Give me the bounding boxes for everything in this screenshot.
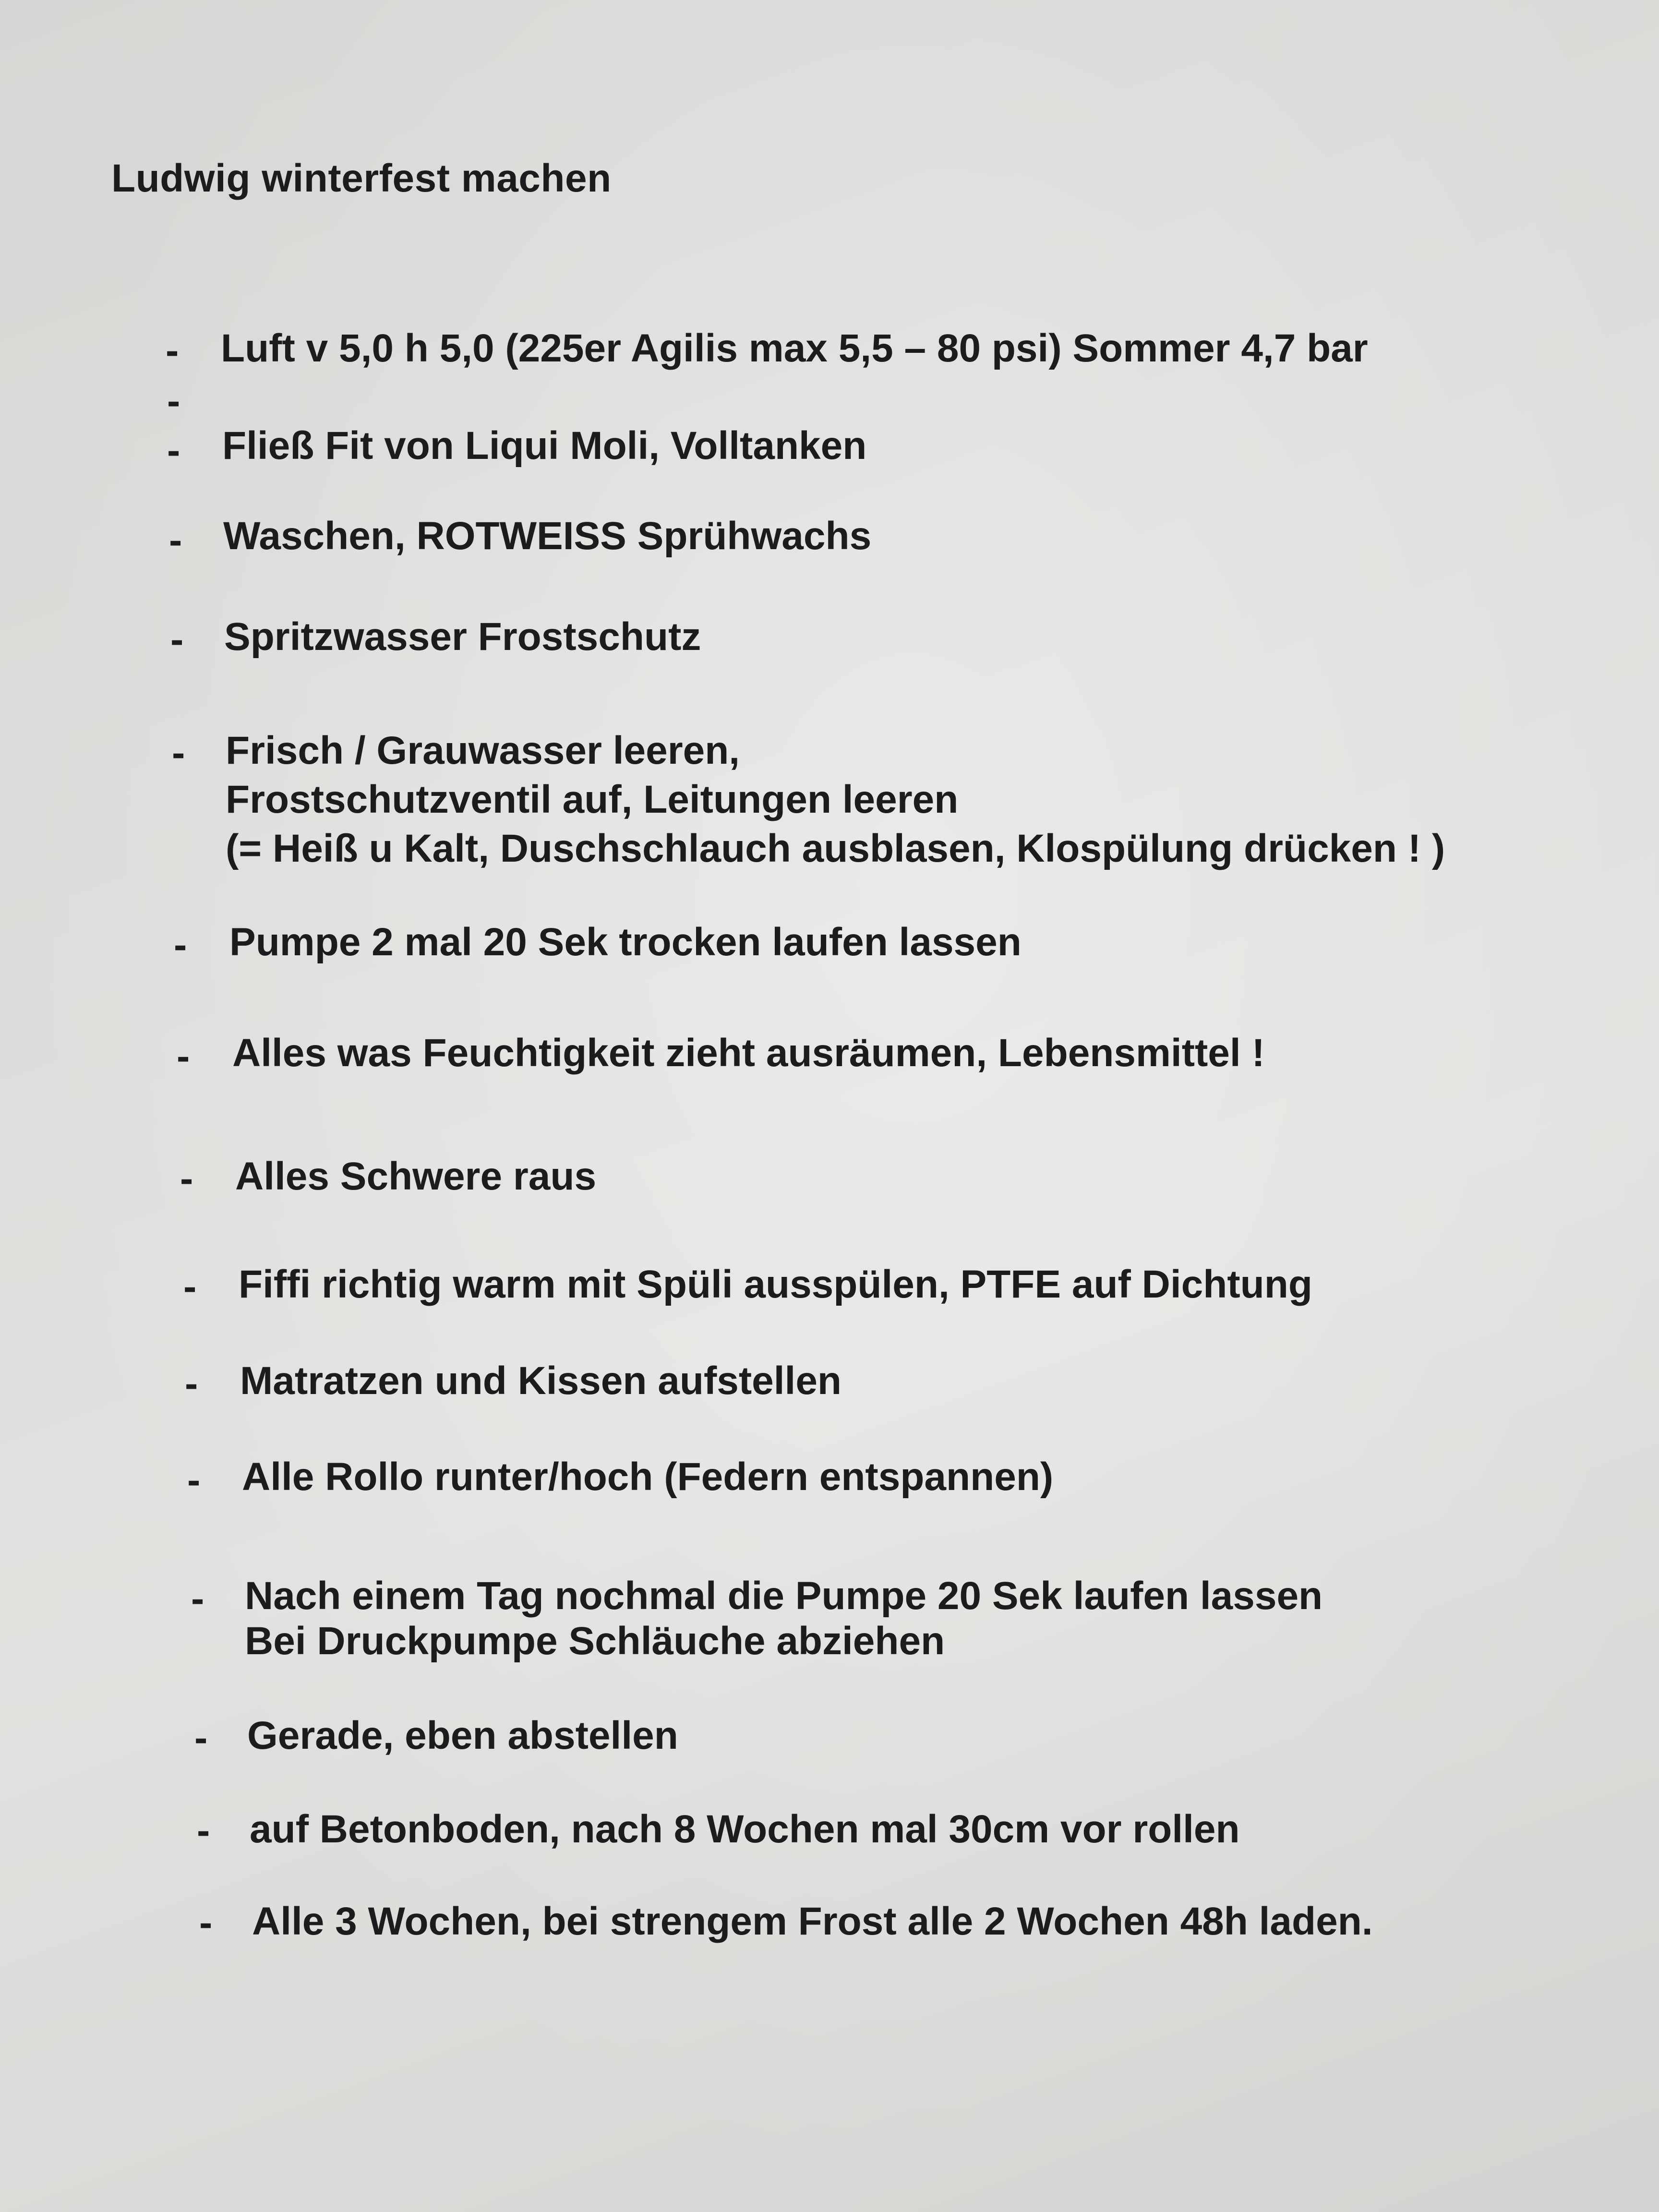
list-item-text: Luft v 5,0 h 5,0 (225er Agilis max 5,5 – 80 psi) Sommer 4,7 bar: [221, 326, 1368, 370]
list-item-text: auf Betonboden, nach 8 Wochen mal 30cm vor rollen: [250, 1807, 1240, 1851]
list-item-text: Gerade, eben abstellen: [247, 1714, 678, 1757]
list-item-text: (= Heiß u Kalt, Duschschlauch ausblasen, Klospülung drücken ! ): [226, 827, 1445, 870]
list-dash: -: [172, 731, 185, 775]
list-item: [245, 1574, 1322, 1664]
list-dash: -: [166, 329, 179, 373]
list-item: [224, 613, 701, 661]
list-item-text: Fließ Fit von Liqui Moli, Volltanken: [222, 424, 867, 468]
list-item: [223, 512, 871, 561]
list-dash: -: [177, 1034, 190, 1078]
list-item: [247, 1711, 678, 1760]
list-item-text: Bei Druckpumpe Schläuche abziehen: [245, 1619, 945, 1663]
list-item-text: Alle 3 Wochen, bei strengem Frost alle 2 Wochen 48h laden.: [252, 1899, 1373, 1943]
list-item: [239, 1260, 1312, 1309]
list-dash: -: [191, 1577, 204, 1621]
list-dash: -: [180, 1157, 193, 1201]
list-item-text: Frisch / Grauwasser leeren,: [226, 729, 740, 772]
list-item: [240, 1357, 842, 1406]
list-item: [235, 1152, 596, 1201]
list-item: [250, 1805, 1240, 1854]
list-item-text: Matratzen und Kissen aufstellen: [240, 1359, 842, 1403]
list-item-text: Fiffi richtig warm mit Spüli ausspülen, PTFE auf Dichtung: [239, 1262, 1312, 1306]
list-item-text: Waschen, ROTWEISS Sprühwachs: [223, 514, 872, 558]
list-item-text: Spritzwasser Frostschutz: [224, 615, 701, 659]
list-item: [232, 1029, 1265, 1078]
list-dash: -: [187, 1458, 201, 1502]
list-dash: -: [197, 1809, 210, 1852]
list-item-text: Pumpe 2 mal 20 Sek trocken laufen lassen: [229, 920, 1022, 964]
list-dash: -: [174, 923, 187, 967]
list-item-text: Alles Schwere raus: [235, 1154, 597, 1198]
list-dash: -: [183, 1265, 197, 1309]
list-item-text: Nach einem Tag nochmal die Pumpe 20 Sek laufen lassen: [245, 1574, 1323, 1618]
list-item: [252, 1897, 1373, 1946]
list-item: [226, 726, 1445, 873]
list-item-text: Alles was Feuchtigkeit zieht ausräumen, Lebensmittel !: [232, 1031, 1265, 1075]
list-item: [221, 324, 1368, 373]
list-dash: -: [169, 518, 182, 562]
list-dash: -: [185, 1362, 198, 1406]
list-dash: -: [170, 618, 184, 661]
document-title: Ludwig winterfest machen: [111, 156, 612, 200]
list-item-text: Frostschutzventil auf, Leitungen leeren: [226, 778, 959, 821]
list-dash: -: [199, 1901, 213, 1945]
stray-dash: -: [167, 379, 180, 423]
list-dash: -: [194, 1716, 208, 1760]
list-item: [242, 1453, 1053, 1502]
list-item: [222, 421, 866, 470]
list-dash: -: [167, 429, 180, 472]
list-item-text: Alle Rollo runter/hoch (Federn entspannen): [242, 1455, 1054, 1499]
list-item: [229, 918, 1022, 967]
